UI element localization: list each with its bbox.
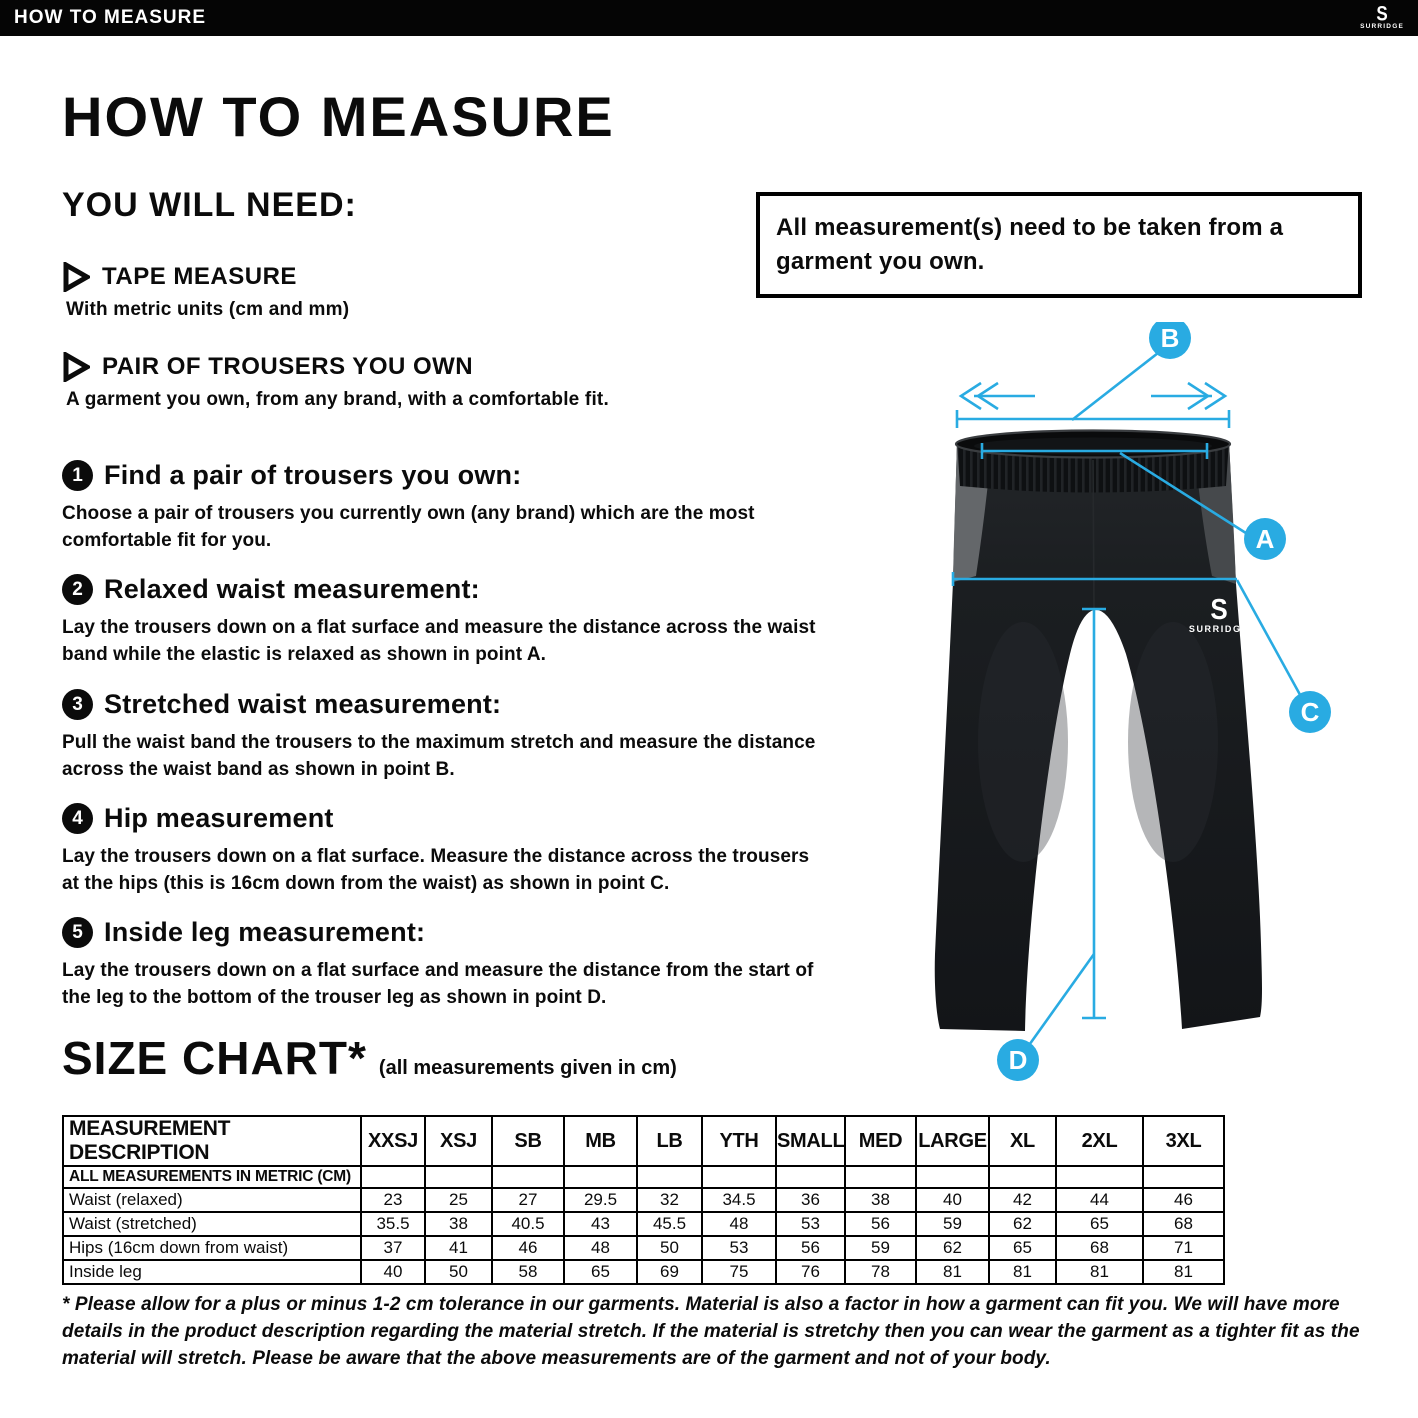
measurement-value-cell: 35.5 xyxy=(361,1212,425,1236)
need-label: TAPE MEASURE xyxy=(102,263,297,290)
measurement-value-cell: 46 xyxy=(1143,1188,1224,1212)
measurement-value-cell: 40.5 xyxy=(492,1212,564,1236)
size-column-header: XXSJ xyxy=(361,1116,425,1166)
measurement-value-cell: 27 xyxy=(492,1188,564,1212)
measurement-value-cell: 38 xyxy=(845,1188,916,1212)
measurement-value-cell: 53 xyxy=(776,1212,845,1236)
need-description: With metric units (cm and mm) xyxy=(66,299,350,320)
step-number-badge: 4 xyxy=(62,803,93,834)
measurement-value-cell: 36 xyxy=(776,1188,845,1212)
measurement-description-cell: Hips (16cm down from waist) xyxy=(63,1236,361,1260)
measurement-value-cell: 45.5 xyxy=(637,1212,702,1236)
surridge-logo xyxy=(1360,1,1408,31)
page-title: HOW TO MEASURE xyxy=(62,85,615,148)
measurement-value-cell: 29.5 xyxy=(564,1188,637,1212)
step-number-badge: 2 xyxy=(62,574,93,605)
measurement-value-cell xyxy=(361,1166,425,1188)
step-number-badge: 3 xyxy=(62,689,93,720)
measurement-value-cell: 56 xyxy=(845,1212,916,1236)
measurement-value-cell xyxy=(564,1166,637,1188)
measurement-value-cell: 81 xyxy=(916,1260,989,1284)
measurement-value-cell: 68 xyxy=(1143,1212,1224,1236)
measurement-value-cell: 40 xyxy=(916,1188,989,1212)
size-column-header: MEASUREMENT DESCRIPTION xyxy=(63,1116,361,1166)
measurement-value-cell: 59 xyxy=(845,1236,916,1260)
measurement-description-cell: ALL MEASUREMENTS IN METRIC (CM) xyxy=(63,1166,361,1188)
measurement-value-cell: 58 xyxy=(492,1260,564,1284)
measurement-value-cell: 38 xyxy=(425,1212,492,1236)
measurement-value-cell: 50 xyxy=(425,1260,492,1284)
measurement-value-cell: 34.5 xyxy=(702,1188,776,1212)
size-column-header: XL xyxy=(989,1116,1056,1166)
measurement-value-cell: 32 xyxy=(637,1188,702,1212)
measurement-value-cell: 53 xyxy=(702,1236,776,1260)
step-number-badge: 1 xyxy=(62,460,93,491)
measurement-value-cell: 81 xyxy=(989,1260,1056,1284)
size-column-header: LB xyxy=(637,1116,702,1166)
measurement-note-box xyxy=(756,192,1362,298)
step-body: Lay the trousers down on a flat surface and measure the distance from the start of the leg to the bottom of the trouser leg as shown in point D. xyxy=(62,960,814,1008)
size-column-header: SB xyxy=(492,1116,564,1166)
measurement-value-cell: 43 xyxy=(564,1212,637,1236)
step-title: Find a pair of trousers you own: xyxy=(104,460,522,490)
step-title: Stretched waist measurement: xyxy=(104,689,502,719)
size-table-row xyxy=(63,1236,1224,1260)
measurement-value-cell: 50 xyxy=(637,1236,702,1260)
step-3 xyxy=(62,689,822,783)
measurement-value-cell xyxy=(1143,1166,1224,1188)
tolerance-footnote: * Please allow for a plus or minus 1-2 cm tolerance in our garments. Material is also a factor in how a garment can fit you. We will have more details in the product description regarding the material stretch. If the material is stretchy then you can wear the garment as a tighter fit as the material will stretch. Please be aware that the above measurements are of the garment and not of your body. xyxy=(62,1294,1360,1369)
measurement-value-cell xyxy=(989,1166,1056,1188)
measurement-note-text: All measurement(s) need to be taken from a garment you own. xyxy=(776,214,1284,275)
measurement-value-cell: 81 xyxy=(1143,1260,1224,1284)
measurement-value-cell: 40 xyxy=(361,1260,425,1284)
size-column-header: MB xyxy=(564,1116,637,1166)
trousers-illustration xyxy=(935,431,1262,1032)
size-table-row xyxy=(63,1212,1224,1236)
size-chart-heading xyxy=(62,1031,677,1085)
step-1 xyxy=(62,460,822,554)
size-table-row xyxy=(63,1166,1224,1188)
measurement-description-cell: Waist (relaxed) xyxy=(63,1188,361,1212)
step-title: Inside leg measurement: xyxy=(104,917,426,947)
measurement-value-cell: 48 xyxy=(564,1236,637,1260)
measurement-value-cell: 46 xyxy=(492,1236,564,1260)
measurement-value-cell: 62 xyxy=(989,1212,1056,1236)
measurement-value-cell xyxy=(637,1166,702,1188)
step-body: Lay the trousers down on a flat surface and measure the distance across the waist band while the elastic is relaxed as shown in point A. xyxy=(62,617,816,665)
need-description: A garment you own, from any brand, with a comfortable fit. xyxy=(66,389,609,410)
measurement-value-cell: 44 xyxy=(1056,1188,1143,1212)
measurement-value-cell: 23 xyxy=(361,1188,425,1212)
size-column-header: MED xyxy=(845,1116,916,1166)
size-column-header: LARGE xyxy=(916,1116,989,1166)
measurement-value-cell: 41 xyxy=(425,1236,492,1260)
top-bar xyxy=(0,0,1418,36)
measurement-value-cell: 71 xyxy=(1143,1236,1224,1260)
measurement-value-cell xyxy=(845,1166,916,1188)
measurement-value-cell: 56 xyxy=(776,1236,845,1260)
size-chart-subtitle: (all measurements given in cm) xyxy=(378,1057,677,1079)
step-body: Lay the trousers down on a flat surface. Measure the distance across the trousers at the hips (this is 16cm down from the waist) as shown in point C. xyxy=(62,846,810,894)
measurement-value-cell xyxy=(702,1166,776,1188)
label-c: C xyxy=(1300,697,1320,727)
label-a: A xyxy=(1255,524,1275,554)
need-item-trousers xyxy=(62,352,609,411)
step-4 xyxy=(62,803,822,897)
need-item-tape-measure xyxy=(62,262,349,321)
measurement-value-cell: 81 xyxy=(1056,1260,1143,1284)
measurement-value-cell: 65 xyxy=(989,1236,1056,1260)
size-table-row xyxy=(63,1260,1224,1284)
label-d: D xyxy=(1008,1045,1028,1075)
step-title: Relaxed waist measurement: xyxy=(104,574,480,604)
trousers-diagram xyxy=(928,322,1352,1098)
step-body: Pull the waist band the trousers to the maximum stretch and measure the distance across the waist band as shown in point B. xyxy=(62,732,816,780)
size-column-header: XSJ xyxy=(425,1116,492,1166)
measurement-value-cell: 48 xyxy=(702,1212,776,1236)
size-column-header: 3XL xyxy=(1143,1116,1224,1166)
label-b: B xyxy=(1160,323,1180,353)
size-chart-table-wrap xyxy=(62,1115,1225,1285)
size-column-header: SMALL xyxy=(776,1116,845,1166)
measurement-value-cell: 75 xyxy=(702,1260,776,1284)
measurement-description-cell: Waist (stretched) xyxy=(63,1212,361,1236)
measurement-value-cell: 69 xyxy=(637,1260,702,1284)
measurement-value-cell: 65 xyxy=(1056,1212,1143,1236)
size-column-header: 2XL xyxy=(1056,1116,1143,1166)
size-table-row xyxy=(63,1188,1224,1212)
measurement-value-cell: 59 xyxy=(916,1212,989,1236)
play-triangle-icon xyxy=(62,352,90,382)
measurement-description-cell: Inside leg xyxy=(63,1260,361,1284)
measurement-value-cell xyxy=(776,1166,845,1188)
size-chart-table xyxy=(62,1115,1225,1285)
measurement-value-cell xyxy=(1056,1166,1143,1188)
pants-surridge-wordmark: SURRIDGE xyxy=(1188,624,1250,634)
measurement-value-cell xyxy=(492,1166,564,1188)
topbar-title: HOW TO MEASURE xyxy=(14,7,207,28)
measurement-value-cell: 25 xyxy=(425,1188,492,1212)
measurement-value-cell: 68 xyxy=(1056,1236,1143,1260)
measurement-value-cell: 62 xyxy=(916,1236,989,1260)
measurement-value-cell: 76 xyxy=(776,1260,845,1284)
surridge-wordmark: SURRIDGE xyxy=(1360,23,1404,31)
measurement-value-cell: 37 xyxy=(361,1236,425,1260)
play-triangle-icon xyxy=(62,262,90,292)
pants-surridge-s-icon: S xyxy=(1210,592,1228,626)
step-title: Hip measurement xyxy=(104,803,334,833)
measurement-value-cell xyxy=(916,1166,989,1188)
you-will-need-heading: YOU WILL NEED: xyxy=(62,186,357,224)
step-number-badge: 5 xyxy=(62,917,93,948)
surridge-s-icon: S xyxy=(1376,1,1388,26)
step-2 xyxy=(62,574,822,668)
measurement-value-cell: 42 xyxy=(989,1188,1056,1212)
measurement-value-cell: 65 xyxy=(564,1260,637,1284)
size-chart-title: SIZE CHART* xyxy=(62,1032,367,1084)
step-5 xyxy=(62,917,822,1011)
size-column-header: YTH xyxy=(702,1116,776,1166)
measurement-value-cell xyxy=(425,1166,492,1188)
measurement-value-cell: 78 xyxy=(845,1260,916,1284)
step-body: Choose a pair of trousers you currently own (any brand) which are the most comfortable fit for you. xyxy=(62,503,755,551)
need-label: PAIR OF TROUSERS YOU OWN xyxy=(102,353,474,380)
